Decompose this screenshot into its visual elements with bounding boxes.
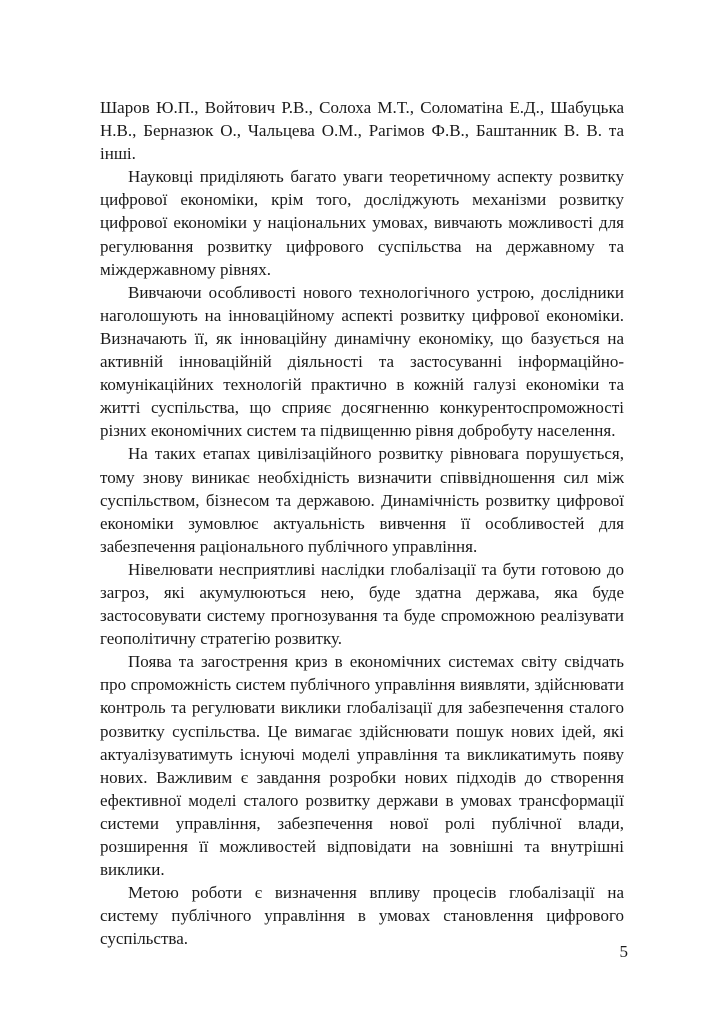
paragraph-authors-continuation: Шаров Ю.П., Войтович Р.В., Солоха М.Т., Соломатіна Е.Д., Шабуцька Н.В., Берназюк О., Чальцева О.М., Рагімов Ф.В., Баштанник В. В. та інші.: [100, 98, 624, 164]
paragraph: На таких етапах цивілізаційного розвитку рівновага порушується, тому знову виникає необхідність визначити співвідношення сил між суспільством, бізнесом та державою. Динамічність розвитку цифрової економіки зумовлює актуальність вивчення її особливостей для забезпечення раціонального публічного управління.: [100, 444, 624, 556]
paragraph: Нівелювати несприятливі наслідки глобалізації та бути готовою до загроз, які акумулюються нею, буде здатна держава, яка буде застосовувати систему прогнозування та буде спроможною реалізувати геополітичну стратегію розвитку.: [100, 559, 624, 649]
paragraph: Поява та загострення криз в економічних системах світу свідчать про спроможність систем публічного управління виявляти, здійснювати контроль та регулювати виклики глобалізації для забезпечення сталого розвитку суспільства. Це вимагає здійснювати пошук нових ідей, які актуалізуватимуть існуючі моделі управління та викликатимуть появу нових. Важливим є завдання розробки нових підходів до створення ефективної моделі сталого розвитку держави в умовах трансформації системи управління, забезпечення нової ролі публічної влади, розширення її можливостей відповідати на зовнішні та внутрішні виклики.: [100, 652, 624, 880]
paragraph: Вивчаючи особливості нового технологічного устрою, дослідники наголошують на інноваційному аспекті розвитку цифрової економіки. Визначають її, як інноваційну динамічну економіку, що базується на активній інноваційній діяльності та застосуванні інформаційно-комунікаційних технологій практично в кожній галузі економіки та житті суспільства, що сприяє досягненню конкурентоспроможності різних економічних систем та підвищенню рівня добробуту населення.: [100, 282, 624, 441]
paragraph: Науковці приділяють багато уваги теоретичному аспекту розвитку цифрової економіки, крім того, досліджують механізми розвитку цифрової економіки у національних умовах, вивчають можливості для регулювання розвитку цифрового суспільства на державному та міждержавному рівнях.: [100, 167, 624, 279]
body-text: [100, 96, 624, 950]
page-number: 5: [619, 942, 628, 961]
paragraph: Метою роботи є визначення впливу процесів глобалізації на систему публічного управління в умовах становлення цифрового суспільства.: [100, 883, 624, 949]
